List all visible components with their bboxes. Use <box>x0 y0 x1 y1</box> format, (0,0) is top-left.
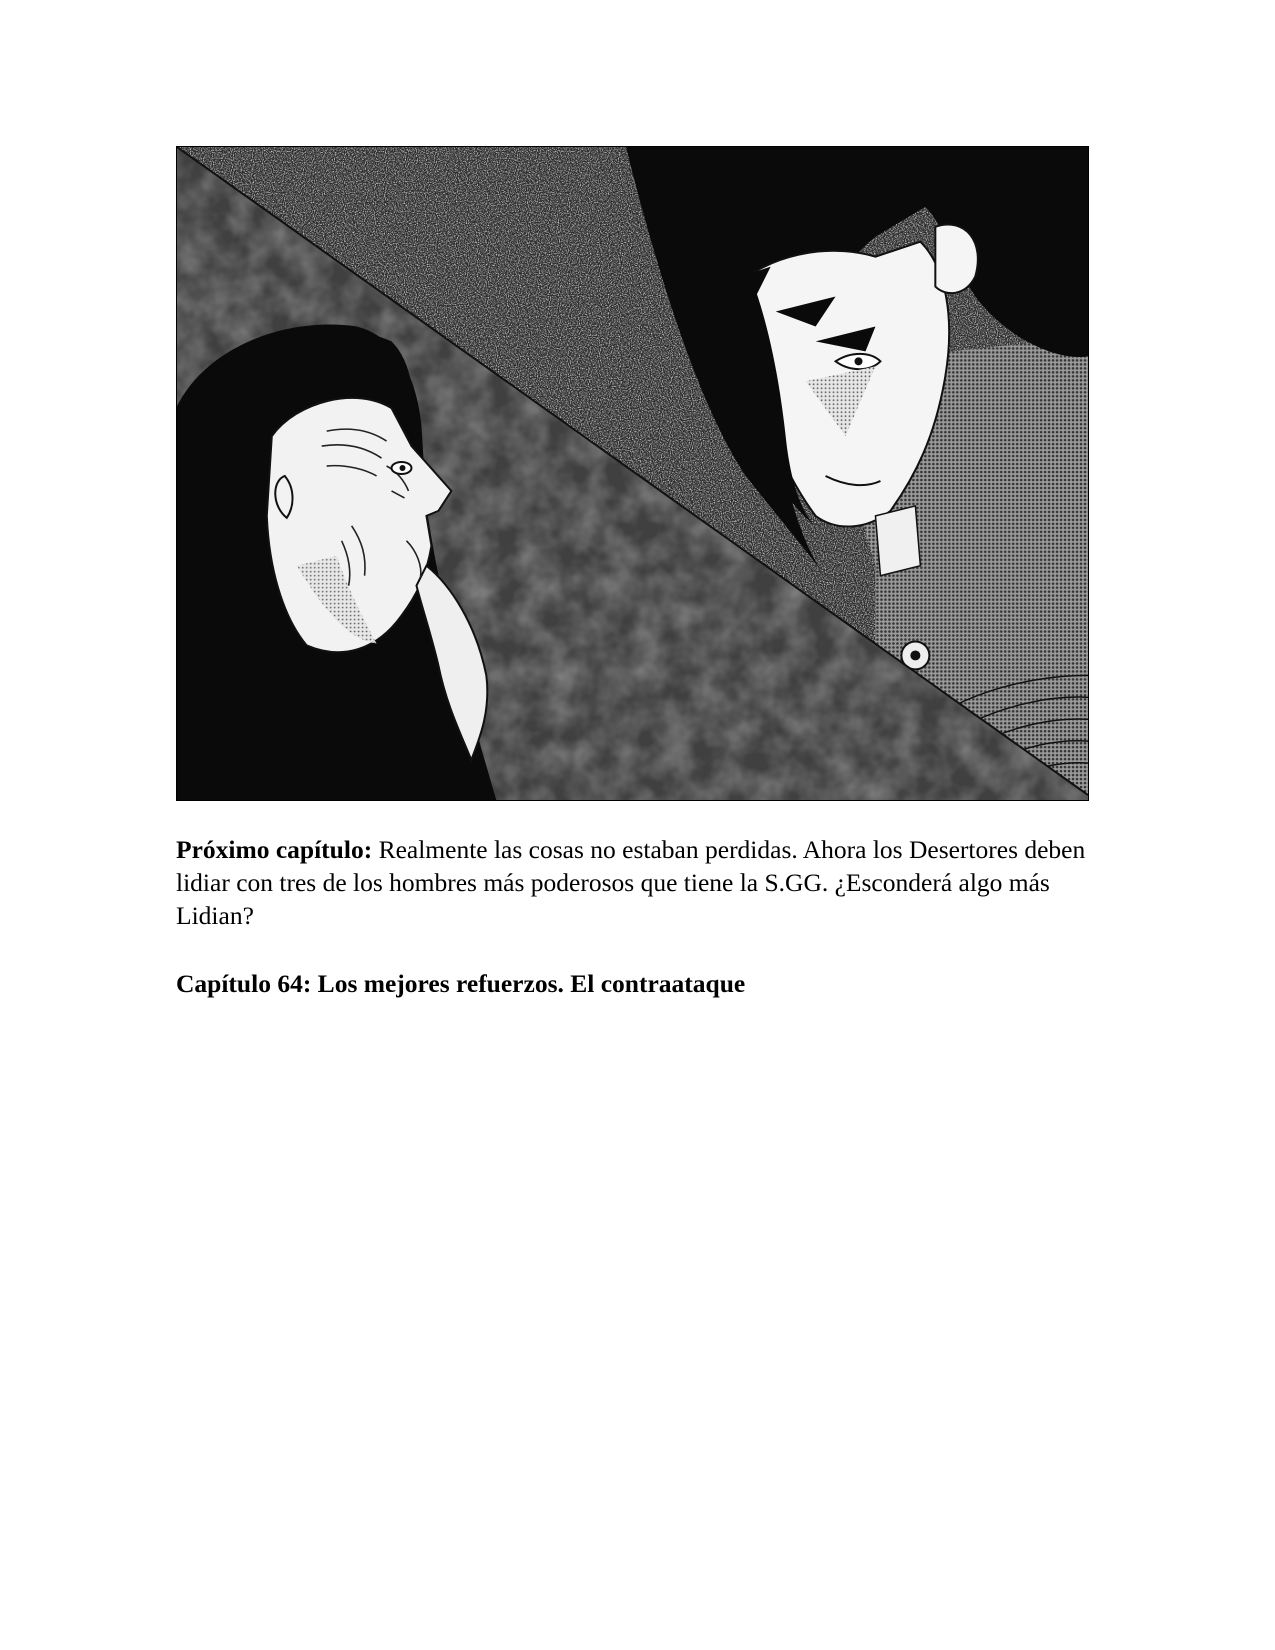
synopsis-text: Realmente las cosas no estaban perdidas. Ahora los Desertores deben lidiar con tres de los hombres más poderosos que tiene la S.GG. ¿Esconderá algo más Lidian? <box>176 835 1086 930</box>
manga-illustration <box>176 146 1089 801</box>
next-chapter-synopsis <box>176 833 1096 932</box>
next-chapter-title: Capítulo 64: Los mejores refuerzos. El contraataque <box>176 969 746 998</box>
manga-panel-art <box>177 147 1088 800</box>
synopsis-label: Próximo capítulo: <box>176 835 373 864</box>
